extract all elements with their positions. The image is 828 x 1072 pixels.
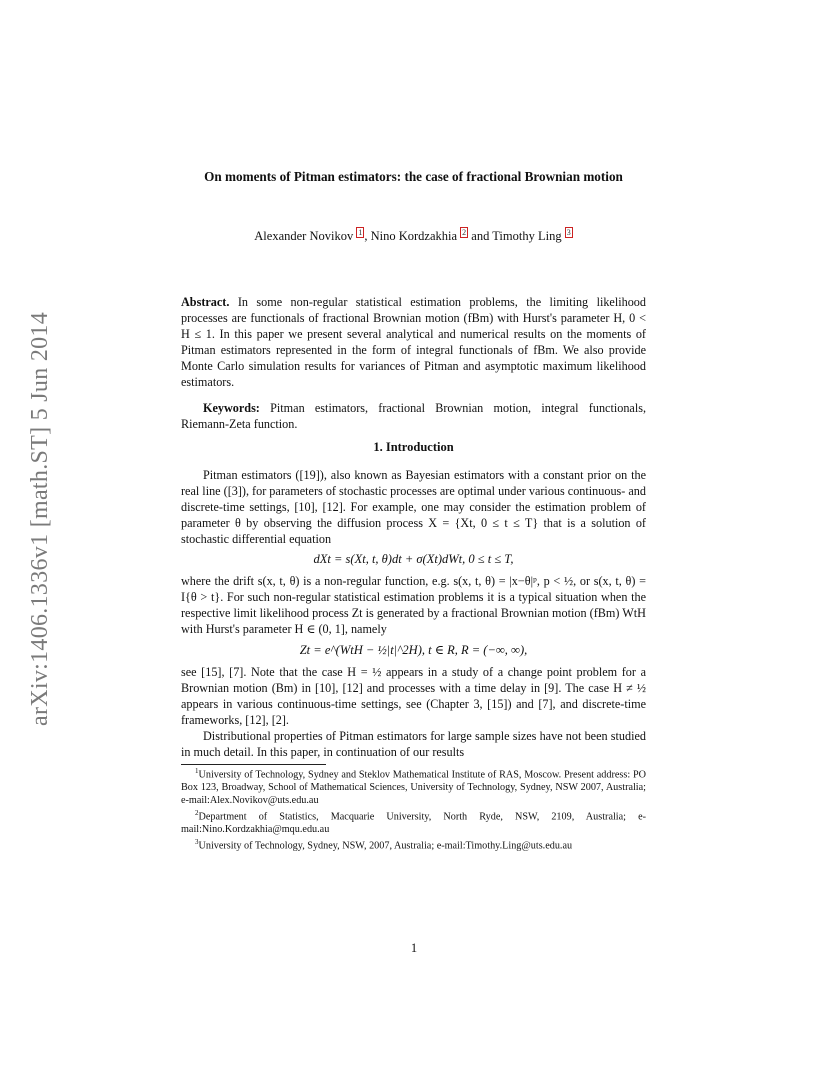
author-3: Timothy Ling bbox=[492, 229, 562, 244]
keywords-text: Pitman estimators, fractional Brownian motion, integral functionals, Riemann-Zeta function. bbox=[181, 401, 647, 432]
section-heading: 1. Introduction bbox=[373, 440, 454, 455]
author-and: and bbox=[468, 229, 493, 244]
footnote-link-2[interactable]: 2 bbox=[462, 228, 467, 237]
author-list bbox=[181, 228, 646, 244]
paragraph-2: where the drift s(x, t, θ) is a non-regular function, e.g. s(x, t, θ) = |x−θ|ᵖ, p < ½, or s(x, t, θ) = I{θ > t}. For such non-regular statistical estimation problems it is a typical situation when the respective limit likelihood process Zt is generated by a fractional Brownian motion (fBm) WtH with Hurst's parameter H ∈ (0, 1], namely bbox=[181, 574, 646, 637]
footnote-link-3[interactable]: 3 bbox=[566, 228, 571, 237]
arxiv-identifier: arXiv:1406.1336v1 [math.ST] 5 Jun 2014 bbox=[27, 311, 53, 726]
footnote-1: $^1$University of Technology, Sydney and Steklov Mathematical Institute of RAS, Moscow. Present address: PO Box 123, Broadway, School of Mathematical Sciences, University of Technology, Sydney, NSW 2007, Australia; e-mail:Alex.Novikov@uts.edu.au bbox=[181, 767, 646, 806]
footnote-link-1[interactable]: 1 bbox=[358, 228, 363, 237]
paragraph-1: Pitman estimators ([19]), also known as Bayesian estimators with a constant prior on the real line ([3]), for parameters of stochastic processes are optimal under various continuous- and discrete-time settings, [10], [12]. For example, one may consider the estimation problem of parameter θ by observing the diffusion process X = {Xt, 0 ≤ t ≤ T} that is a solution of stochastic differential equation bbox=[181, 468, 646, 547]
keywords bbox=[181, 400, 646, 432]
abstract-text: In some non-regular statistical estimation problems, the limiting likelihood processes are functionals of fractional Brownian motion (fBm) with Hurst's parameter H, 0 < H ≤ 1. In this paper we present several analytical and numerical results on the moments of Pitman estimators represented in the form of integral functionals of fBm. We also provide Monte Carlo simulation results for variances of Pitman and asymptotic maximum likelihood estimators. bbox=[181, 295, 646, 390]
keywords-label: Keywords: bbox=[203, 401, 260, 416]
paragraph-4: Distributional properties of Pitman estimators for large sample sizes have not been studied in much detail. In this paper, in continuation of our results bbox=[181, 729, 646, 760]
footnote-3: $^3$University of Technology, Sydney, NSW, 2007, Australia; e-mail:Timothy.Ling@uts.edu.au bbox=[195, 838, 573, 852]
equation-1: dXt = s(Xt, t, θ)dt + σ(Xt)dWt, 0 ≤ t ≤ T, bbox=[313, 552, 514, 567]
paper-body bbox=[181, 168, 646, 853]
footnote-2: $^2$Department of Statistics, Macquarie University, North Ryde, NSW, 2109, Australia; e-mail:Nino.Kordzakhia@mqu.edu.au bbox=[181, 809, 646, 835]
author-separator: , bbox=[364, 229, 371, 244]
abstract-label: Abstract. bbox=[181, 295, 230, 310]
paper-title: On moments of Pitman estimators: the case of fractional Brownian motion bbox=[204, 169, 623, 184]
author-2: Nino Kordzakhia bbox=[370, 229, 458, 244]
author-1: Alexander Novikov bbox=[254, 229, 354, 244]
equation-2: Zt = e^(WtH − ½|t|^2H), t ∈ R, R = (−∞, ∞), bbox=[299, 643, 528, 658]
page-number: 1 bbox=[410, 941, 418, 955]
abstract bbox=[181, 294, 646, 390]
paragraph-3: see [15], [7]. Note that the case H = ½ appears in a study of a change point problem for a Brownian motion (Bm) in [10], [12] and processes with a time delay in [9]. The case H ≠ ½ appears in various continuous-time settings, see (Chapter 3, [15]) and [7], and discrete-time frameworks, [12], [2]. bbox=[181, 665, 646, 728]
